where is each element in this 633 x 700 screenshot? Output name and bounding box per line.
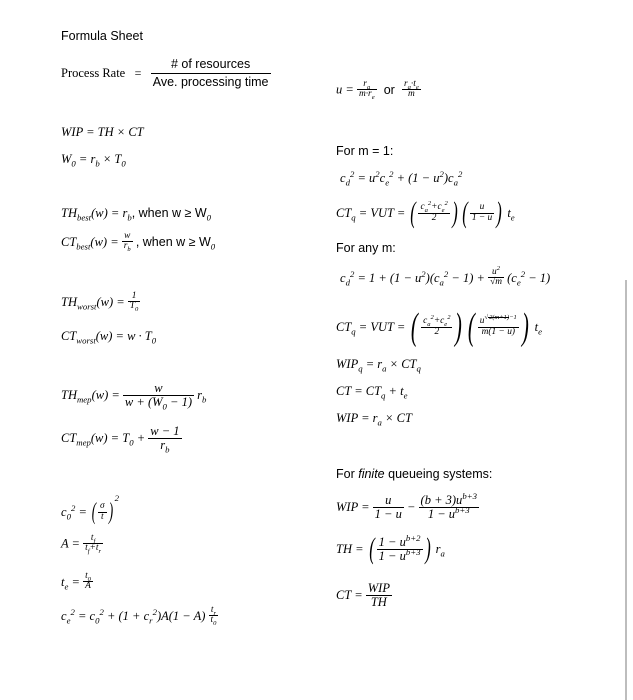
ct-lhs-sub: q: [381, 390, 386, 401]
cd2-m1-rhs: = u: [357, 171, 376, 185]
ce2-lhs: c: [61, 608, 67, 623]
wip-finite-lhs: WIP =: [336, 499, 370, 514]
util-f2-num-b: t: [413, 79, 416, 89]
ce2-den: t: [210, 615, 214, 626]
ce2-end: )A(1 − A): [156, 608, 206, 623]
ctq-any-tail-sub: e: [538, 326, 542, 337]
w0-c-sub: 0: [121, 158, 126, 169]
ctq-m1-num1-sup2: 2: [444, 200, 448, 207]
cd2-any-mid2: − 1) +: [451, 270, 485, 285]
th-mep-fraction: [123, 381, 194, 411]
cd2-any-rhs-sup: 2: [421, 268, 426, 279]
w0-b: = r: [78, 152, 96, 166]
a-num: t: [90, 533, 94, 543]
utilization-or: or: [383, 82, 395, 97]
ct-mep-den: r: [160, 437, 166, 452]
ct-best-formula: [61, 232, 215, 252]
ctq-m1-num1-plus: +c: [431, 202, 442, 213]
th-best-r-sub: b: [127, 212, 132, 223]
ct-lhs: CT = CT: [336, 384, 382, 398]
ct-best-den: r: [123, 241, 128, 252]
ctq-any-fraction-1: [421, 314, 452, 337]
ctq-any-paren-1-right: ): [455, 306, 463, 348]
th-mep-den: w + (W: [124, 394, 163, 409]
th-mep-lhs-sub: mep: [76, 394, 92, 405]
ce2-num: t: [210, 605, 214, 615]
c0-right-paren: ): [108, 499, 113, 526]
te-eq: =: [71, 574, 80, 589]
ct-formula: [336, 384, 408, 401]
cd2-m1-lhs: c: [340, 171, 346, 185]
ce2-mid2-sup: 2: [152, 606, 157, 617]
cd2-any-end: (c: [507, 270, 517, 285]
cd2-m1-c2-sub: a: [453, 177, 458, 188]
ctq-any-num1: c: [423, 316, 428, 327]
w0-c: × T: [102, 152, 122, 166]
ct-mep-fraction: [148, 424, 181, 454]
ctq-any-num1-sup2: 2: [447, 314, 451, 321]
ct-best-num: w: [124, 231, 131, 241]
wip-finite-minus: −: [406, 499, 416, 514]
te-lhs-sub: e: [64, 581, 69, 592]
ct-best-arg: (w) =: [90, 234, 119, 249]
finite-heading-em: finite: [358, 467, 385, 481]
cd2-m1-plus-sup: 2: [439, 168, 444, 179]
te-den: A: [83, 581, 93, 591]
ce2-lhs-sup: 2: [70, 606, 75, 617]
th-finite-num: 1 − u: [378, 535, 406, 549]
ce2-mid2: + (1 + c: [106, 608, 150, 623]
cd2-m1-lhs-sup: 2: [349, 168, 355, 179]
cd2-any-den: √m: [490, 277, 502, 288]
ct-mep-formula: [61, 424, 182, 454]
wip-lhs: WIP = r: [336, 411, 378, 425]
cd2-m1-c1-sub: e: [385, 177, 390, 188]
ctq-any-lhs: CT: [336, 319, 352, 334]
process-rate-numerator: # of resources: [170, 57, 251, 71]
utilization-fraction-2: [402, 80, 421, 100]
ct-worst-lhs-sub: worst: [76, 335, 96, 346]
th-mep-den-end: − 1): [170, 394, 193, 409]
cd2-any-rhs: = 1 + (1 − u: [357, 270, 422, 285]
c0-left-paren: (: [91, 499, 97, 526]
c0-formula: [61, 493, 119, 526]
a-den: t: [85, 543, 88, 554]
ct-worst-lhs: CT: [61, 329, 77, 343]
wipq-lhs: WIP: [336, 357, 359, 371]
th-worst-lhs-sub: worst: [76, 301, 97, 312]
ct-worst-arg-sub: 0: [151, 335, 157, 346]
util-f2-num-b-sub: e: [415, 83, 419, 91]
cd2-m1-plus: + (1 − u: [396, 171, 440, 185]
ct-best-cond-sub: 0: [210, 241, 216, 252]
te-lhs: t: [61, 574, 65, 589]
c0-exp: 2: [114, 493, 119, 503]
ctq-m1-tail-sub: e: [510, 212, 515, 223]
ct-mep-num: w − 1: [150, 424, 180, 438]
th-mep-num: w: [154, 381, 163, 395]
ct-finite-den: TH: [366, 595, 392, 609]
ce2-mid2-sub: r: [149, 615, 153, 626]
wip-finite-num1: u: [385, 493, 392, 507]
wipq-rhs: = r: [365, 357, 383, 371]
ct-mep-lhs-sub: mep: [76, 437, 91, 448]
util-f2-num-a: r: [403, 79, 408, 89]
th-best-cond: , when w ≥ W: [131, 206, 207, 220]
ctq-any-num2-sqrt: 2(m+1): [489, 314, 510, 322]
cd2-any-fraction: [488, 264, 504, 288]
cd2-any-mid-sup: 2: [443, 268, 449, 279]
th-finite-den: 1 − u: [378, 548, 406, 563]
ce2-formula: [61, 606, 218, 626]
th-best-arg: (w) = r: [91, 206, 128, 220]
th-best-lhs-sub: best: [76, 212, 92, 223]
th-finite-formula: [336, 534, 445, 564]
w0-a: W: [61, 152, 72, 166]
wip-finite-den1: 1 − u: [374, 506, 402, 521]
ce2-den-sub: 0: [213, 620, 217, 628]
ctq-any-den1: 2: [421, 327, 452, 337]
te-num: t: [85, 571, 88, 581]
a-lhs: A =: [61, 536, 80, 551]
wip-th-ct-formula: WIP = TH × CT: [61, 125, 144, 139]
wip-finite-num2: (b + 3)u: [420, 493, 463, 507]
te-formula: [61, 572, 93, 592]
th-finite-tail: r: [435, 541, 441, 556]
util-f1-num-sub: a: [366, 83, 371, 91]
ctq-any-num1-sup: 2: [430, 314, 434, 321]
ctq-m1-den2: 1 − u: [471, 212, 493, 223]
ctq-any-paren-1-left: (: [411, 306, 419, 348]
wipq-rhs2-sub: q: [416, 363, 421, 374]
process-rate-equals: =: [134, 66, 142, 80]
finite-queueing-heading: [336, 468, 492, 481]
w0-a-sub: 0: [71, 158, 76, 169]
cd2-any-end2: − 1): [528, 270, 551, 285]
ct-mep-plus: +: [136, 430, 146, 445]
th-worst-den: T: [129, 301, 136, 312]
ctq-any-paren-2-right: ): [521, 306, 529, 348]
ctq-m1-num1-sub2: e: [441, 207, 445, 214]
ctq-m1-lhs: CT: [336, 205, 352, 220]
ct-best-lhs: CT: [61, 234, 77, 249]
wip-finite-num2-sup: b+3: [462, 490, 477, 501]
te-num-sub: 0: [87, 575, 91, 583]
ct-rhs-sub: e: [403, 390, 408, 401]
wip-finite-formula: [336, 490, 479, 521]
ctq-any-fraction-2: $\frac{u^{√2(m+1)-1}}{m(1 - u)}$: [479, 314, 517, 337]
ct-best-den-sub: b: [127, 246, 131, 254]
ctq-m1-fraction-2: [470, 203, 494, 223]
c0-lhs-sub: 0: [66, 511, 71, 522]
th-finite-fraction: [377, 532, 423, 563]
ctq-m1-fraction-1: [418, 200, 449, 223]
ctq-m1-num1-sup: 2: [427, 200, 432, 207]
th-best-formula: [61, 206, 211, 223]
wipq-lhs-sub: q: [358, 363, 363, 374]
utilization-formula: [336, 80, 421, 100]
vertical-scrollbar[interactable]: [625, 280, 627, 700]
util-f1-den: m·r: [358, 89, 372, 100]
th-worst-arg: (w) =: [96, 294, 125, 309]
cd2-any-lhs-sub: d: [345, 277, 350, 288]
ctq-any-paren-2-left: (: [467, 306, 475, 348]
th-best-cond-sub: 0: [206, 212, 211, 223]
ct-worst-formula: [61, 329, 157, 346]
cd2-m1-lhs-sub: d: [345, 177, 350, 188]
ctq-m1-paren-1-right: ): [452, 196, 458, 229]
ce2-lhs-sub: e: [66, 615, 71, 626]
c0-lhs-sup: 2: [70, 502, 76, 513]
ct-mep-lhs: CT: [61, 430, 77, 445]
ctq-any-den2: m(1 − u): [478, 327, 519, 337]
util-f2-den: m: [407, 89, 415, 100]
wip-finite-den2: 1 − u: [427, 506, 456, 521]
cd2-m1-formula: [340, 168, 463, 188]
cd2-m1-c2-sup: 2: [457, 168, 463, 179]
ctq-any-tail: t: [534, 319, 539, 334]
ct-mep-arg: (w) = T: [90, 430, 130, 445]
ctq-m1-den1: 2: [418, 213, 449, 223]
cd2-any-num: u: [492, 267, 497, 277]
ctq-any-lhs-sub: q: [351, 326, 356, 337]
cd2-any-mid-sub: a: [439, 277, 444, 288]
ct-finite-fraction: [366, 582, 392, 608]
cd2-any-formula: [340, 264, 551, 288]
util-f2-num-a-sub: a: [407, 83, 411, 91]
wip-finite-fraction-2: [419, 490, 479, 521]
ct-finite-lhs: CT =: [336, 587, 363, 602]
a-num-sub: f: [93, 537, 96, 545]
ct-worst-arg: (w) = w · T: [95, 329, 152, 343]
th-worst-den-sub: 0: [135, 306, 139, 314]
te-fraction: [83, 572, 93, 592]
th-mep-lhs: TH: [61, 387, 77, 402]
ct-mep-arg-sub: 0: [129, 437, 134, 448]
th-worst-fraction: [128, 292, 141, 312]
th-finite-lhs: TH =: [336, 541, 364, 556]
ce2-mid-sub: 0: [95, 615, 100, 626]
utilization-fraction-1: [357, 80, 377, 100]
c0-eq: =: [78, 504, 87, 519]
ct-mep-den-sub: b: [165, 444, 170, 454]
ce2-fraction: [209, 606, 219, 626]
utilization-lhs: u =: [336, 82, 354, 97]
process-rate-label: Process Rate: [61, 65, 126, 80]
wip-lhs-sub: a: [377, 417, 382, 428]
util-f1-num: r: [363, 79, 367, 89]
th-finite-den-sup: b+3: [405, 546, 421, 557]
util-f1-den-sub: e: [371, 94, 375, 102]
c0-lhs: c: [61, 504, 67, 519]
ctq-any-num2-u: u: [479, 316, 485, 327]
finite-heading-pre: For: [336, 467, 359, 481]
process-rate-denominator: Ave. processing time: [152, 74, 269, 89]
th-mep-r-sub: b: [202, 394, 207, 405]
page-title: Formula Sheet: [61, 29, 143, 43]
ctq-m1-tail: t: [507, 205, 511, 220]
ct-best-fraction: [122, 232, 133, 252]
cd2-m1-c1-sup: 2: [389, 168, 394, 179]
w0-formula: [61, 152, 126, 169]
cd2-any-lhs-sup: 2: [349, 268, 355, 279]
a-den-plus: +t: [89, 543, 99, 554]
c0-den: t: [98, 512, 107, 522]
th-finite-left-paren: (: [368, 532, 375, 565]
c0-fraction: [98, 502, 107, 522]
cd2-any-mid: )(c: [425, 270, 440, 285]
for-m1-heading: For m = 1:: [336, 144, 394, 158]
wip-formula: [336, 411, 412, 428]
th-mep-arg: (w) =: [91, 387, 120, 402]
ct-rhs: + t: [388, 384, 404, 398]
c0-num: σ: [100, 501, 105, 512]
ctq-any-num1-plus: +c: [433, 316, 445, 327]
th-worst-lhs: TH: [61, 294, 77, 309]
cd2-any-end-sup: 2: [520, 268, 526, 279]
cd2-m1-c2: )c: [443, 171, 454, 185]
ctq-m1-paren-2-right: ): [496, 196, 502, 229]
ct-best-lhs-sub: best: [76, 241, 91, 252]
ctq-m1-num1-sub: a: [424, 207, 428, 214]
th-best-lhs: TH: [61, 206, 77, 220]
wipq-formula: [336, 357, 421, 374]
ct-finite-formula: [336, 582, 392, 608]
ctq-any-num1-sub2: e: [444, 321, 448, 328]
cd2-any-num-sup: 2: [496, 264, 501, 272]
a-formula: [61, 534, 103, 554]
ct-best-cond: , when w ≥ W: [135, 234, 211, 249]
ce2-mid-sup: 2: [99, 606, 104, 617]
th-mep-formula: [61, 381, 207, 411]
ce2-mid: = c: [77, 608, 96, 623]
ctq-any-eq: = VUT =: [358, 319, 406, 334]
ctq-m1-paren-2-left: (: [462, 196, 468, 229]
process-rate-formula: [61, 58, 271, 88]
ctq-m1-paren-1-left: (: [410, 196, 417, 229]
cd2-any-end-sub: e: [516, 277, 521, 288]
ctq-any-num1-sub: a: [427, 321, 431, 328]
th-mep-den-sub: 0: [162, 401, 167, 411]
finite-heading-post: queueing systems:: [384, 467, 493, 481]
w0-b-sub: b: [95, 158, 100, 169]
ctq-any-formula: [336, 308, 542, 346]
a-fraction: [83, 534, 103, 554]
th-finite-tail-sub: a: [440, 548, 445, 559]
util-f2-num-dot: ·: [410, 79, 414, 89]
th-finite-right-paren: ): [424, 532, 431, 565]
ct-finite-num: WIP: [367, 581, 390, 595]
a-den-sub1: f: [87, 548, 90, 556]
cd2-m1-u-sup: 2: [375, 168, 380, 179]
ctq-m1-formula: [336, 198, 515, 228]
ctq-any-num2-minus: −1: [509, 314, 517, 322]
wipq-rhs2: × CT: [389, 357, 417, 371]
process-rate-fraction: [151, 58, 271, 88]
ce2-num-sub: r: [213, 609, 217, 617]
th-worst-num: 1: [131, 291, 137, 301]
th-worst-formula: [61, 292, 140, 312]
wip-finite-fraction-1: [373, 494, 404, 520]
cd2-any-lhs: c: [340, 270, 346, 285]
for-any-m-heading: For any m:: [336, 241, 396, 255]
th-mep-r: r: [197, 387, 203, 402]
ctq-m1-num2: u: [479, 202, 485, 213]
ctq-m1-num1: c: [420, 202, 425, 213]
ctq-m1-eq: = VUT =: [358, 205, 406, 220]
wipq-rhs-sub: a: [382, 363, 387, 374]
wip-finite-den2-sup: b+3: [455, 504, 470, 515]
cd2-m1-c1: c: [379, 171, 386, 185]
ctq-m1-lhs-sub: q: [351, 212, 356, 223]
a-den-sub2: r: [98, 548, 102, 556]
wip-rhs: × CT: [385, 411, 412, 425]
th-finite-num-sup: b+2: [405, 532, 421, 543]
